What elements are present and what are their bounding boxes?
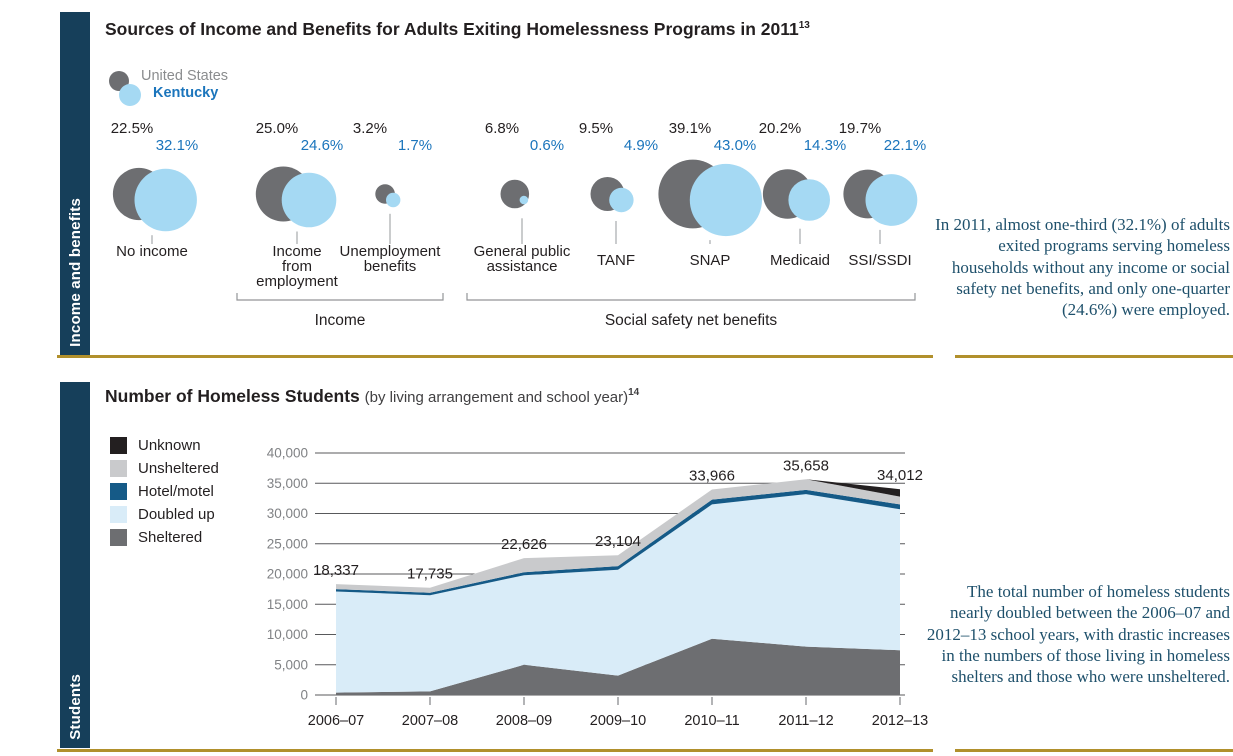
ky-bubble-2 [386,193,400,207]
legend-item-unknown: Unknown [110,434,219,457]
x-tick-label: 2008–09 [495,713,553,729]
total-label-1: 17,735 [407,565,453,583]
ky-value-5: 43.0% [713,137,757,154]
ky-value-4: 4.9% [623,137,659,154]
y-tick-label: 40,000 [266,445,308,461]
us-legend-label: United States [141,68,229,84]
doubled-up-swatch [110,506,127,523]
x-tick-label: 2009–10 [589,713,647,729]
section-bar-income-benefits [60,12,90,355]
kentucky-legend-circle [119,84,141,106]
section2-annotation: The total number of homeless students nearly doubled between the 2006–07 and 2012–13 school years, with drastic increases in the numbers of those living in homeless shelters and those who were unsheltered. [926,582,1230,686]
total-label-4: 33,966 [689,467,735,485]
section2-subtitle: (by living arrangement and school year) [364,389,629,406]
ky-value-6: 14.3% [803,137,847,154]
bubble-label-2: Unemployment [339,243,441,260]
x-tick-label: 2006–07 [307,713,365,729]
y-tick-label: 0 [300,687,308,703]
us-value-3: 6.8% [484,120,520,137]
us-value-6: 20.2% [758,120,802,137]
group-label-0: Income [314,312,366,329]
section2-title: Number of Homeless Students (by living arrangement and school year)$^{14}$ [105,386,640,406]
y-tick-label: 30,000 [266,506,308,521]
legend-circles-icon [105,68,141,108]
footnote-ref-14: 14 [628,387,640,399]
us-value-5: 39.1% [668,120,712,137]
ky-value-7: 22.1% [883,137,927,154]
bubble-legend [105,68,305,108]
section1-annotation: In 2011, almost one-third (32.1%) of adults exited programs serving homeless households without any income or social safety net benefits, and only one-quarter (24.6%) were employed. [935,215,1230,319]
ky-bubble-5 [690,164,762,236]
hotel-motel-swatch [110,483,127,500]
gold-rule-2-right [955,749,1233,752]
y-tick-label: 25,000 [266,536,308,552]
section-bar-students [60,382,90,748]
ky-value-0: 32.1% [155,137,199,154]
gold-rule-1-left [57,355,933,358]
y-tick-label: 35,000 [266,475,308,491]
bubble-label-0: No income [116,243,188,260]
unknown-swatch [110,437,127,454]
group-bracket-1 [467,293,915,300]
ky-bubble-4 [609,188,633,212]
ky-bubble-1 [282,173,337,228]
group-bracket-0 [237,293,443,300]
x-tick-label: 2011–12 [778,713,834,729]
income-benefits-bubble-chart [95,115,940,333]
gold-rule-2-left [57,749,933,752]
bubble-label-1: Income [272,243,322,260]
unsheltered-swatch [110,460,127,477]
legend-item-doubled-up: Doubled up [110,503,219,526]
section1-title: Sources of Income and Benefits for Adults Exiting Homelessness Programs in 2011$^{13}$ [105,19,810,39]
ky-value-2: 1.7% [397,137,433,154]
bubble-label-1: employment [256,273,338,290]
us-value-1: 25.0% [255,120,299,137]
x-tick-label: 2012–13 [871,713,929,729]
ky-value-1: 24.6% [300,137,344,154]
ky-bubble-3 [520,196,529,205]
homeless-students-area-chart [240,435,940,735]
ky-bubble-0 [135,169,197,231]
sheltered-swatch [110,529,127,546]
total-label-5: 35,658 [783,457,829,475]
footnote-ref-13: 13 [798,20,810,32]
ky-value-3: 0.6% [529,137,565,154]
ky-bubble-7 [866,174,918,226]
bubble-label-1: from [282,258,312,275]
group-label-1: Social safety net benefits [604,312,778,329]
bubble-label-3: assistance [486,258,558,275]
gold-rule-1-right [955,355,1233,358]
x-tick-label: 2007–08 [401,713,459,729]
us-value-0: 22.5% [110,120,154,137]
us-value-4: 9.5% [578,120,614,137]
us-value-7: 19.7% [838,120,882,137]
total-label-3: 23,104 [595,533,641,551]
us-value-2: 3.2% [352,120,388,137]
bubble-label-4: TANF [596,252,636,269]
total-label-0: 18,337 [313,562,359,580]
bubble-label-2: benefits [363,258,417,275]
section-label-students: Students [66,674,84,740]
y-tick-label: 5,000 [274,657,308,673]
bubble-label-7: SSI/SSDI [848,252,912,269]
legend-item-sheltered: Sheltered [110,526,219,549]
bubble-label-3: General public [473,243,571,260]
kentucky-legend-label: Kentucky [153,85,219,101]
y-tick-label: 20,000 [266,566,308,582]
ky-bubble-6 [788,179,830,221]
bubble-label-5: SNAP [689,252,731,269]
y-tick-label: 15,000 [266,596,308,612]
legend-item-unsheltered: Unsheltered [110,457,219,480]
total-label-2: 22,626 [501,536,547,554]
section-label-income-benefits: Income and benefits [66,198,84,347]
total-label-6: 34,012 [877,467,923,485]
x-tick-label: 2010–11 [684,713,740,729]
y-tick-label: 10,000 [266,627,308,642]
legend-item-hotel-motel: Hotel/motel [110,480,219,503]
area-chart-legend [110,434,219,549]
bubble-label-6: Medicaid [769,252,831,269]
